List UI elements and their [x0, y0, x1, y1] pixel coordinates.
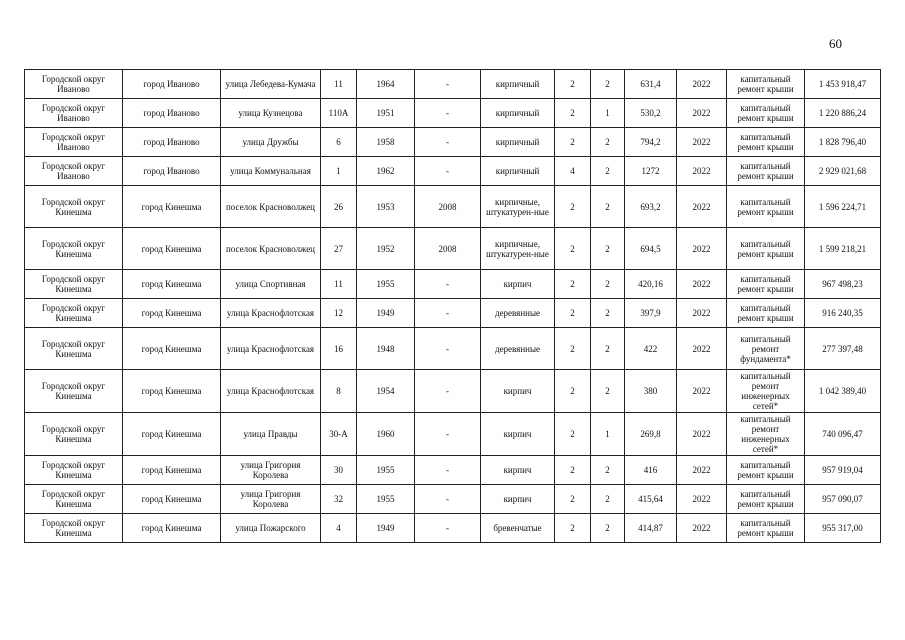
cell-repair-type: капитальный ремонт крыши: [727, 270, 805, 299]
cell-settlement: город Кинешма: [123, 270, 221, 299]
cell-area: 397,9: [625, 299, 677, 328]
cell-cost: 2 929 021,68: [805, 157, 881, 186]
cell-year-reconstruction: -: [415, 328, 481, 370]
cell-year-reconstruction: -: [415, 99, 481, 128]
cell-floors: 2: [555, 413, 591, 456]
cell-settlement: город Кинешма: [123, 186, 221, 228]
table-row: [25, 485, 881, 514]
cell-settlement: город Кинешма: [123, 228, 221, 270]
cell-year-reconstruction: -: [415, 128, 481, 157]
cell-repair-year: 2022: [677, 70, 727, 99]
table-row: [25, 186, 881, 228]
cell-area: 694,5: [625, 228, 677, 270]
cell-wall-material: деревянные: [481, 328, 555, 370]
cell-floors: 2: [555, 370, 591, 413]
cell-year-reconstruction: -: [415, 485, 481, 514]
table-row: [25, 270, 881, 299]
cell-street: улица Краснофлотская: [221, 370, 321, 413]
cell-settlement: город Иваново: [123, 157, 221, 186]
cell-repair-year: 2022: [677, 413, 727, 456]
cell-entrances: 1: [591, 413, 625, 456]
cell-cost: 957 090,07: [805, 485, 881, 514]
cell-year-built: 1949: [357, 299, 415, 328]
cell-entrances: 2: [591, 328, 625, 370]
cell-street: улица Коммунальная: [221, 157, 321, 186]
cell-street: улица Краснофлотская: [221, 299, 321, 328]
cell-floors: 2: [555, 514, 591, 543]
cell-cost: 916 240,35: [805, 299, 881, 328]
cell-year-reconstruction: -: [415, 514, 481, 543]
table-row: [25, 413, 881, 456]
cell-municipality: Городской округ Кинешма: [25, 186, 123, 228]
cell-area: 414,87: [625, 514, 677, 543]
cell-wall-material: кирпичный: [481, 70, 555, 99]
cell-area: 380: [625, 370, 677, 413]
cell-repair-type: капитальный ремонт инженерных сетей*: [727, 370, 805, 413]
cell-year-built: 1958: [357, 128, 415, 157]
cell-house-number: 110А: [321, 99, 357, 128]
cell-street: поселок Красноволжец: [221, 228, 321, 270]
cell-entrances: 2: [591, 157, 625, 186]
cell-year-built: 1955: [357, 485, 415, 514]
cell-municipality: Городской округ Кинешма: [25, 456, 123, 485]
cell-repair-type: капитальный ремонт крыши: [727, 485, 805, 514]
cell-repair-year: 2022: [677, 228, 727, 270]
cell-area: 269,8: [625, 413, 677, 456]
cell-house-number: 27: [321, 228, 357, 270]
cell-year-reconstruction: -: [415, 299, 481, 328]
cell-house-number: 16: [321, 328, 357, 370]
cell-settlement: город Кинешма: [123, 299, 221, 328]
cell-floors: 4: [555, 157, 591, 186]
cell-repair-type: капитальный ремонт крыши: [727, 186, 805, 228]
cell-floors: 2: [555, 128, 591, 157]
cell-area: 1272: [625, 157, 677, 186]
cell-street: улица Краснофлотская: [221, 328, 321, 370]
cell-repair-year: 2022: [677, 328, 727, 370]
cell-entrances: 2: [591, 128, 625, 157]
cell-repair-type: капитальный ремонт крыши: [727, 456, 805, 485]
table-row: [25, 128, 881, 157]
cell-street: улица Пожарского: [221, 514, 321, 543]
cell-area: 420,16: [625, 270, 677, 299]
cell-wall-material: бревенчатые: [481, 514, 555, 543]
table-body: [25, 70, 881, 543]
cell-repair-type: капитальный ремонт крыши: [727, 128, 805, 157]
table-row: [25, 328, 881, 370]
table-row: [25, 70, 881, 99]
cell-house-number: 1: [321, 157, 357, 186]
cell-repair-year: 2022: [677, 186, 727, 228]
cell-repair-type: капитальный ремонт фундамента*: [727, 328, 805, 370]
cell-settlement: город Кинешма: [123, 370, 221, 413]
cell-municipality: Городской округ Кинешма: [25, 328, 123, 370]
cell-municipality: Городской округ Кинешма: [25, 514, 123, 543]
cell-settlement: город Кинешма: [123, 456, 221, 485]
cell-wall-material: кирпич: [481, 270, 555, 299]
cell-year-built: 1964: [357, 70, 415, 99]
cell-repair-year: 2022: [677, 514, 727, 543]
table-row: [25, 157, 881, 186]
cell-entrances: 2: [591, 186, 625, 228]
cell-repair-type: капитальный ремонт крыши: [727, 99, 805, 128]
cell-floors: 2: [555, 270, 591, 299]
cell-settlement: город Кинешма: [123, 485, 221, 514]
cell-municipality: Городской округ Кинешма: [25, 228, 123, 270]
cell-cost: 1 596 224,71: [805, 186, 881, 228]
cell-street: улица Дружбы: [221, 128, 321, 157]
cell-area: 415,64: [625, 485, 677, 514]
cell-area: 530,2: [625, 99, 677, 128]
cell-area: 693,2: [625, 186, 677, 228]
cell-repair-type: капитальный ремонт инженерных сетей*: [727, 413, 805, 456]
cell-municipality: Городской округ Кинешма: [25, 370, 123, 413]
cell-floors: 2: [555, 70, 591, 99]
cell-settlement: город Кинешма: [123, 413, 221, 456]
cell-area: 416: [625, 456, 677, 485]
cell-repair-year: 2022: [677, 99, 727, 128]
cell-wall-material: кирпичный: [481, 99, 555, 128]
cell-entrances: 2: [591, 270, 625, 299]
cell-wall-material: деревянные: [481, 299, 555, 328]
cell-floors: 2: [555, 485, 591, 514]
cell-year-built: 1955: [357, 270, 415, 299]
cell-repair-type: капитальный ремонт крыши: [727, 514, 805, 543]
cell-repair-type: капитальный ремонт крыши: [727, 228, 805, 270]
cell-cost: 1 828 796,40: [805, 128, 881, 157]
cell-repair-year: 2022: [677, 299, 727, 328]
cell-municipality: Городской округ Кинешма: [25, 299, 123, 328]
cell-year-built: 1955: [357, 456, 415, 485]
cell-year-reconstruction: -: [415, 370, 481, 413]
cell-house-number: 30: [321, 456, 357, 485]
cell-house-number: 4: [321, 514, 357, 543]
cell-repair-year: 2022: [677, 485, 727, 514]
cell-year-reconstruction: 2008: [415, 186, 481, 228]
cell-street: улица Лебедева-Кумача: [221, 70, 321, 99]
cell-house-number: 32: [321, 485, 357, 514]
cell-settlement: город Иваново: [123, 128, 221, 157]
housing-repair-table: [24, 69, 881, 543]
cell-floors: 2: [555, 228, 591, 270]
cell-entrances: 2: [591, 299, 625, 328]
cell-wall-material: кирпич: [481, 413, 555, 456]
cell-street: улица Григория Королева: [221, 485, 321, 514]
cell-settlement: город Кинешма: [123, 328, 221, 370]
cell-repair-year: 2022: [677, 270, 727, 299]
cell-year-reconstruction: -: [415, 413, 481, 456]
cell-year-built: 1954: [357, 370, 415, 413]
cell-municipality: Городской округ Иваново: [25, 157, 123, 186]
cell-settlement: город Иваново: [123, 70, 221, 99]
cell-cost: 277 397,48: [805, 328, 881, 370]
page-number: 60: [829, 36, 842, 51]
cell-floors: 2: [555, 186, 591, 228]
table-row: [25, 514, 881, 543]
cell-settlement: город Кинешма: [123, 514, 221, 543]
cell-repair-year: 2022: [677, 370, 727, 413]
cell-municipality: Городской округ Иваново: [25, 128, 123, 157]
cell-street: улица Спортивная: [221, 270, 321, 299]
cell-year-built: 1962: [357, 157, 415, 186]
cell-repair-type: капитальный ремонт крыши: [727, 70, 805, 99]
cell-cost: 1 220 886,24: [805, 99, 881, 128]
cell-street: улица Правды: [221, 413, 321, 456]
cell-municipality: Городской округ Иваново: [25, 70, 123, 99]
table-row: [25, 99, 881, 128]
cell-settlement: город Иваново: [123, 99, 221, 128]
cell-year-built: 1948: [357, 328, 415, 370]
cell-wall-material: кирпичный: [481, 157, 555, 186]
table-row: [25, 228, 881, 270]
cell-wall-material: кирпичные, штукатурен-ные: [481, 186, 555, 228]
cell-cost: 1 599 218,21: [805, 228, 881, 270]
table-row: [25, 456, 881, 485]
cell-repair-year: 2022: [677, 456, 727, 485]
cell-municipality: Городской округ Кинешма: [25, 413, 123, 456]
cell-municipality: Городской округ Кинешма: [25, 270, 123, 299]
cell-floors: 2: [555, 99, 591, 128]
cell-wall-material: кирпич: [481, 370, 555, 413]
cell-year-built: 1952: [357, 228, 415, 270]
cell-year-built: 1953: [357, 186, 415, 228]
cell-year-reconstruction: -: [415, 157, 481, 186]
cell-repair-year: 2022: [677, 157, 727, 186]
cell-street: поселок Красноволжец: [221, 186, 321, 228]
cell-house-number: 26: [321, 186, 357, 228]
cell-year-reconstruction: -: [415, 456, 481, 485]
cell-floors: 2: [555, 299, 591, 328]
cell-area: 794,2: [625, 128, 677, 157]
cell-wall-material: кирпичные, штукатурен-ные: [481, 228, 555, 270]
cell-cost: 967 498,23: [805, 270, 881, 299]
cell-entrances: 2: [591, 456, 625, 485]
cell-cost: 957 919,04: [805, 456, 881, 485]
cell-street: улица Григория Королева: [221, 456, 321, 485]
cell-cost: 1 453 918,47: [805, 70, 881, 99]
cell-entrances: 2: [591, 485, 625, 514]
cell-repair-year: 2022: [677, 128, 727, 157]
cell-year-reconstruction: -: [415, 70, 481, 99]
cell-house-number: 11: [321, 70, 357, 99]
cell-cost: 955 317,00: [805, 514, 881, 543]
cell-house-number: 12: [321, 299, 357, 328]
cell-floors: 2: [555, 456, 591, 485]
cell-cost: 1 042 389,40: [805, 370, 881, 413]
cell-wall-material: кирпичный: [481, 128, 555, 157]
cell-entrances: 2: [591, 370, 625, 413]
cell-wall-material: кирпич: [481, 456, 555, 485]
table-row: [25, 299, 881, 328]
cell-wall-material: кирпич: [481, 485, 555, 514]
cell-repair-type: капитальный ремонт крыши: [727, 157, 805, 186]
cell-house-number: 6: [321, 128, 357, 157]
cell-year-reconstruction: 2008: [415, 228, 481, 270]
cell-area: 422: [625, 328, 677, 370]
cell-year-built: 1951: [357, 99, 415, 128]
cell-cost: 740 096,47: [805, 413, 881, 456]
cell-year-built: 1960: [357, 413, 415, 456]
cell-repair-type: капитальный ремонт крыши: [727, 299, 805, 328]
cell-municipality: Городской округ Иваново: [25, 99, 123, 128]
cell-street: улица Кузнецова: [221, 99, 321, 128]
cell-entrances: 2: [591, 514, 625, 543]
cell-house-number: 30-А: [321, 413, 357, 456]
cell-municipality: Городской округ Кинешма: [25, 485, 123, 514]
cell-house-number: 8: [321, 370, 357, 413]
cell-year-built: 1949: [357, 514, 415, 543]
table-row: [25, 370, 881, 413]
cell-house-number: 11: [321, 270, 357, 299]
cell-floors: 2: [555, 328, 591, 370]
cell-entrances: 2: [591, 70, 625, 99]
cell-area: 631,4: [625, 70, 677, 99]
cell-entrances: 2: [591, 228, 625, 270]
cell-entrances: 1: [591, 99, 625, 128]
cell-year-reconstruction: -: [415, 270, 481, 299]
